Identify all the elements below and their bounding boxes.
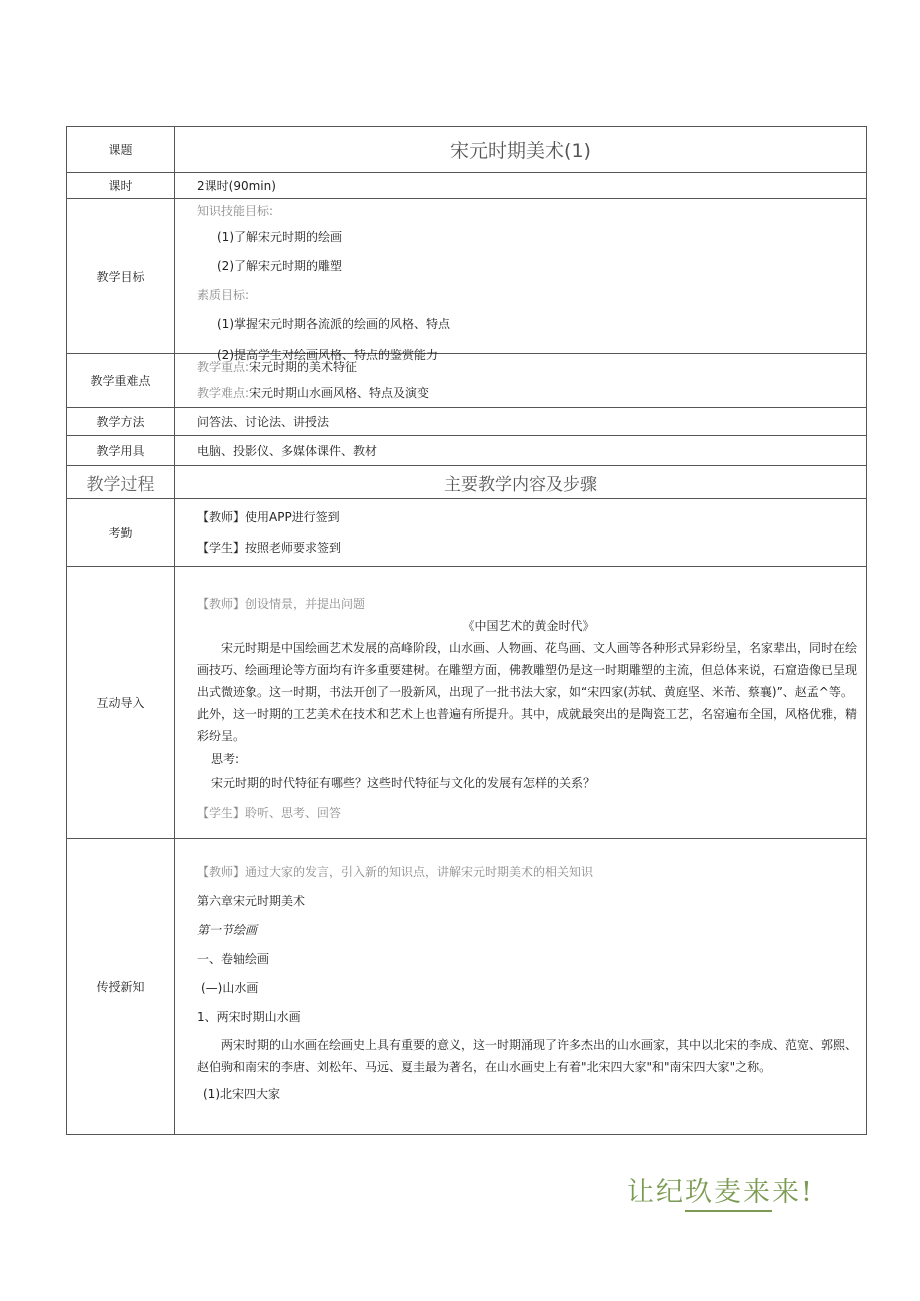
tools-label: 教学用具 — [67, 436, 175, 466]
keypoints-row — [67, 354, 867, 408]
outline-item: (—)山水画 — [201, 981, 259, 995]
keypoints-content — [175, 354, 867, 408]
intro-paragraph: 宋元时期是中国绘画艺术发展的高峰阶段，山水画、人物画、花鸟画、文人画等各种形式异彩纷呈，名家辈出，同时在绘画技巧、绘画理论等方面均有许多重要建树。在雕塑方面，佛教雕塑仍是这一时期雕塑的主流，但总体来说，石窟造像已呈现出式微迹象。这一时期，书法开创了一股新风，出现了一批书法大家，如“宋四家(苏轼、黄庭坚、米芾、蔡襄)”、赵孟^等。此外，这一时期的工艺美术在技术和艺术上也普遍有所提升。其中，成就最突出的是陶瓷工艺，名窑遍布全国，风格优雅，精彩纷呈。 — [197, 641, 858, 743]
topic-title: 宋元时期美术(1) — [175, 127, 867, 173]
intro-teacher-prompt: 【教师】创设情景，并提出问题 — [197, 597, 366, 611]
intro-content — [175, 567, 867, 839]
keypoints-label: 教学重难点 — [67, 354, 175, 408]
think-label: 思考: — [211, 752, 240, 766]
lesson-plan-table — [66, 126, 867, 1135]
methods-label: 教学方法 — [67, 408, 175, 436]
goals-label: 教学目标 — [67, 199, 175, 354]
knowledge-heading: 知识技能目标: — [197, 204, 274, 218]
chapter-title: 第六章宋元时期美术 — [197, 894, 306, 908]
attendance-student: 【学生】按照老师要求签到 — [197, 540, 342, 555]
process-header-row — [67, 466, 867, 499]
difficulty-line: 教学难点:宋元时期山水画风格、特点及演变 — [197, 386, 430, 400]
attendance-row — [67, 499, 867, 567]
outline-item: (1)北宋四大家 — [203, 1087, 280, 1101]
newknowledge-teacher-prompt: 【教师】通过大家的发言，引入新的知识点，讲解宋元时期美术的相关知识 — [197, 865, 594, 879]
attendance-content — [175, 499, 867, 567]
newknowledge-content — [175, 839, 867, 1135]
process-label: 教学过程 — [67, 466, 175, 499]
goals-row — [67, 199, 867, 354]
quality-item: (2)提高学生对绘画风格、特点的鉴赏能力 — [217, 348, 438, 362]
goals-content — [175, 199, 867, 362]
intro-student-response: 【学生】聆听、思考、回答 — [197, 806, 342, 820]
hours-label: 课时 — [67, 173, 175, 199]
section-title: 第一节绘画 — [197, 923, 258, 937]
process-heading: 主要教学内容及步骤 — [175, 466, 867, 499]
topic-label: 课题 — [67, 127, 175, 173]
newknowledge-row — [67, 839, 867, 1135]
knowledge-item: (1)了解宋元时期的绘画 — [217, 230, 342, 244]
attendance-teacher: 【教师】使用APP进行签到 — [197, 509, 340, 524]
focus-line: 教学重点:宋元时期的美术特征 — [197, 360, 358, 374]
think-question: 宋元时期的时代特征有哪些？这些时代特征与文化的发展有怎样的关系？ — [211, 776, 596, 790]
intro-book-title: 《中国艺术的黄金时代》 — [462, 619, 595, 633]
tools-row — [67, 436, 867, 466]
quality-item: (1)掌握宋元时期各流派的绘画的风格、特点 — [217, 317, 450, 331]
footer-underlined: 玖麦来 — [685, 1177, 772, 1212]
topic-row — [67, 127, 867, 173]
knowledge-item: (2)了解宋元时期的雕塑 — [217, 259, 342, 273]
newknowledge-label: 传授新知 — [67, 839, 175, 1135]
outline-item: 一、卷轴绘画 — [197, 952, 270, 966]
intro-row — [67, 567, 867, 839]
methods-row — [67, 408, 867, 436]
methods-value: 问答法、讨论法、讲授法 — [175, 408, 867, 436]
newknowledge-paragraph: 两宋时期的山水画在绘画史上具有重要的意义，这一时期涌现了许多杰出的山水画家，其中以北宋的李成、范宽、郭熙、赵伯驹和南宋的李唐、刘松年、马远、夏圭最为著名，在山水画史上有着"北宋四大家"和"南宋四大家"之称。 — [197, 1038, 858, 1074]
hours-row — [67, 173, 867, 199]
attendance-label: 考勤 — [67, 499, 175, 567]
outline-item: 1、两宋时期山水画 — [197, 1010, 301, 1024]
quality-heading: 素质目标: — [197, 288, 250, 302]
tools-value: 电脑、投影仪、多媒体课件、教材 — [175, 436, 867, 466]
intro-label: 互动导入 — [67, 567, 175, 839]
footer-slogan: 让纪玖麦来来! — [627, 1170, 814, 1209]
hours-value: 2课时(90min) — [175, 173, 867, 199]
